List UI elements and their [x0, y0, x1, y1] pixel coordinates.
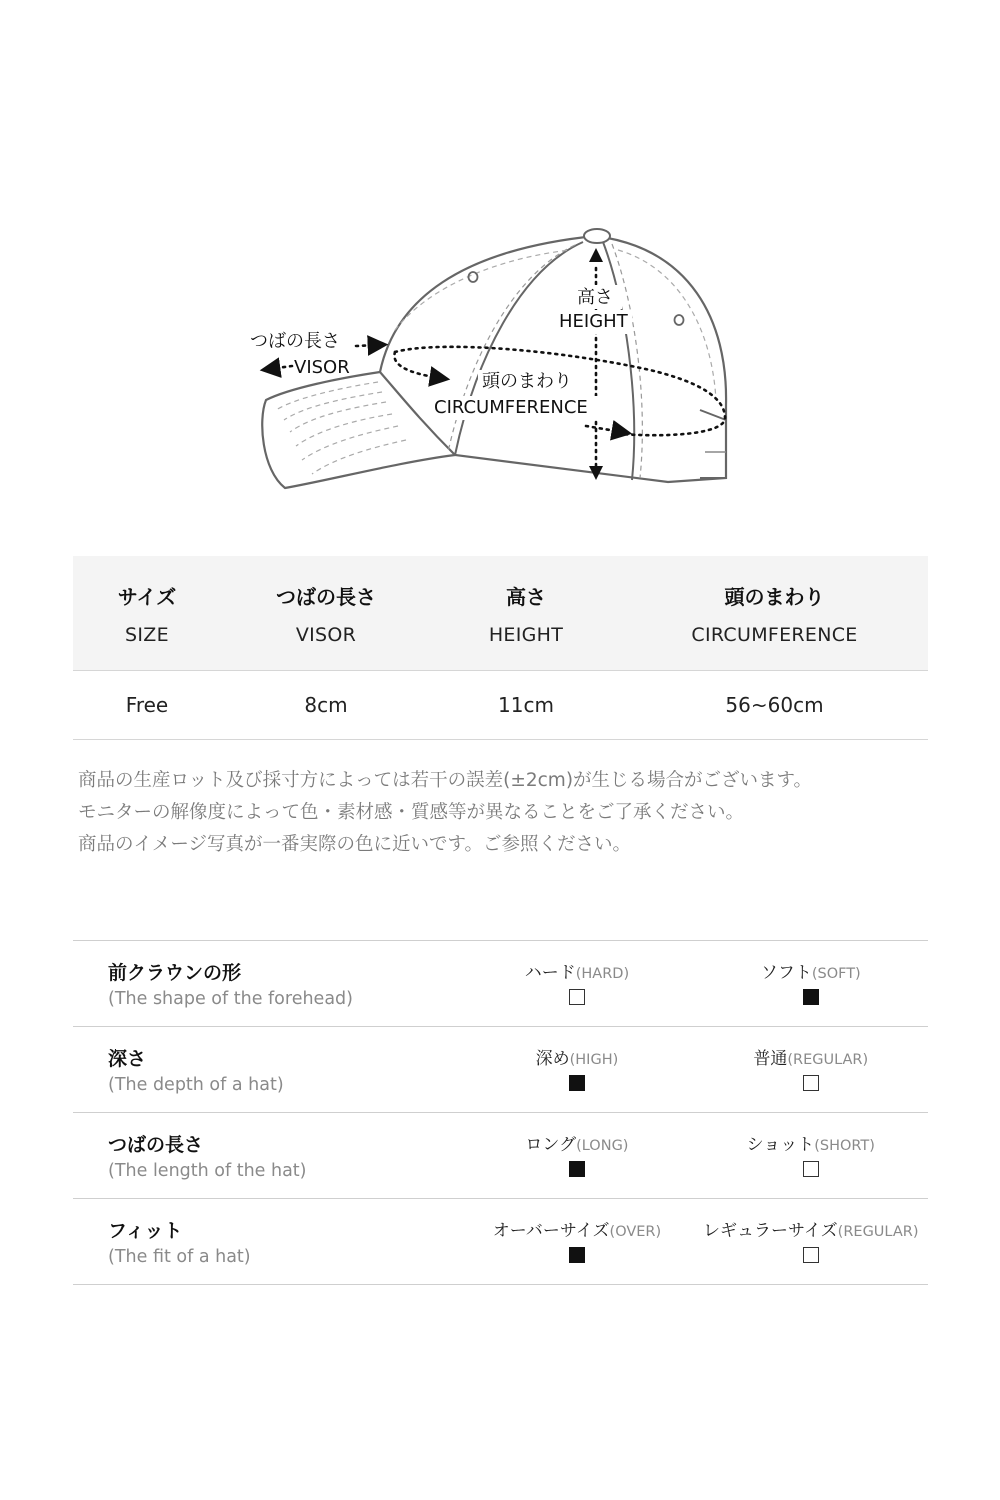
option-label-en: (SOFT) — [811, 966, 861, 982]
option-regular-depth — [694, 1027, 928, 1113]
attribute-table — [73, 940, 928, 1285]
attribute-name-en: (The shape of the forehead) — [108, 989, 353, 1009]
height-label-jp: 高さ — [577, 287, 613, 308]
visor-label-jp: つばの長さ — [250, 331, 340, 352]
height-header-en: HEIGHT — [488, 623, 564, 646]
height-header-jp: 高さ — [506, 584, 546, 609]
cap-eyelet — [469, 272, 478, 282]
circumference-label-jp: 頭のまわり — [482, 371, 572, 392]
option-label-jp: レギュラーサイズ — [703, 1221, 838, 1241]
attribute-name-jp: 深さ — [108, 1048, 147, 1070]
checkbox-over — [569, 1247, 585, 1263]
cap-visor — [262, 372, 455, 488]
visor-label-en: VISOR — [294, 357, 350, 378]
circumference-header-en: CIRCUMFERENCE — [691, 623, 858, 646]
option-label-jp: ハード — [524, 963, 576, 983]
size-table — [73, 556, 928, 740]
attribute-name-jp: フィット — [108, 1220, 183, 1242]
size-value: Free — [73, 671, 221, 740]
circumference-label-en: CIRCUMFERENCE — [434, 397, 588, 418]
cap-crown-outline — [380, 236, 726, 482]
option-regular-fit — [694, 1199, 928, 1285]
attribute-name-en: (The depth of a hat) — [108, 1075, 284, 1095]
circumference-header — [621, 556, 928, 671]
visor-arrow — [356, 345, 378, 346]
option-label-en: (REGULAR) — [787, 1052, 869, 1068]
circumference-header-jp: 頭のまわり — [724, 584, 825, 609]
height-header — [431, 556, 621, 671]
size-table-row — [73, 671, 928, 740]
cap-panel-seam — [603, 242, 634, 480]
size-header-en: SIZE — [125, 623, 169, 646]
option-label-en: (OVER) — [609, 1224, 662, 1240]
attribute-name — [73, 1199, 460, 1285]
option-short — [694, 1113, 928, 1199]
checkbox-regular-depth — [803, 1075, 819, 1091]
option-long — [460, 1113, 693, 1199]
attribute-row-fit — [73, 1199, 928, 1285]
visor-header-en: VISOR — [295, 623, 357, 646]
size-header-jp: サイズ — [117, 584, 177, 609]
note-line: モニターの解像度によって色・素材感・質感等が異なることをご了承ください。 — [78, 802, 745, 823]
cap-diagram — [0, 0, 1000, 540]
height-label-en: HEIGHT — [559, 311, 628, 332]
option-label-en: (SHORT) — [814, 1138, 875, 1154]
option-label-en: (HARD) — [575, 966, 630, 982]
option-label-jp: 深め — [535, 1049, 570, 1069]
attribute-name-en: (The length of the hat) — [108, 1161, 307, 1181]
attribute-name — [73, 1027, 460, 1113]
checkbox-short — [803, 1161, 819, 1177]
visor-header-jp: つばの長さ — [276, 584, 376, 609]
attribute-row-forehead — [73, 941, 928, 1027]
cap-strap — [700, 410, 726, 478]
attribute-name — [73, 1113, 460, 1199]
cap-illustration — [0, 0, 1000, 540]
size-header — [73, 556, 221, 671]
option-hard — [460, 941, 693, 1027]
cap-button — [584, 229, 610, 243]
attribute-name-jp: つばの長さ — [108, 1134, 204, 1156]
option-soft — [694, 941, 928, 1027]
visor-header — [221, 556, 431, 671]
cap-panel-seam — [455, 242, 583, 455]
checkbox-long — [569, 1161, 585, 1177]
option-label-en: (HIGH) — [569, 1052, 619, 1068]
option-label-en: (LONG) — [576, 1138, 629, 1154]
note-line: 商品のイメージ写真が一番実際の色に近いです。ご参照ください。 — [78, 834, 631, 855]
option-label-jp: ロング — [525, 1135, 577, 1155]
option-label-jp: 普通 — [753, 1049, 788, 1069]
option-label-jp: ショット — [746, 1135, 815, 1155]
circumference-value: 56~60cm — [621, 671, 928, 740]
cap-eyelet — [675, 315, 684, 325]
visor-value: 8cm — [221, 671, 431, 740]
option-label-jp: オーバーサイズ — [492, 1221, 610, 1241]
checkbox-high — [569, 1075, 585, 1091]
checkbox-hard — [569, 989, 585, 1005]
attribute-row-visor-length — [73, 1113, 928, 1199]
option-over — [460, 1199, 693, 1285]
option-label-en: (REGULAR) — [837, 1224, 919, 1240]
note-line: 商品の生産ロット及び採寸方によっては若干の誤差(±2cm)が生じる場合がございます。 — [78, 770, 813, 791]
height-value: 11cm — [431, 671, 621, 740]
checkbox-regular-fit — [803, 1247, 819, 1263]
attribute-name-jp: 前クラウンの形 — [108, 962, 242, 984]
option-high — [460, 1027, 693, 1113]
size-table-header-row — [73, 556, 928, 671]
attribute-name — [73, 941, 460, 1027]
checkbox-soft — [803, 989, 819, 1005]
option-label-jp: ソフト — [760, 963, 812, 983]
attribute-row-depth — [73, 1027, 928, 1113]
attribute-name-en: (The fit of a hat) — [108, 1247, 251, 1267]
notes — [78, 765, 958, 861]
visor-arrow — [270, 366, 292, 369]
